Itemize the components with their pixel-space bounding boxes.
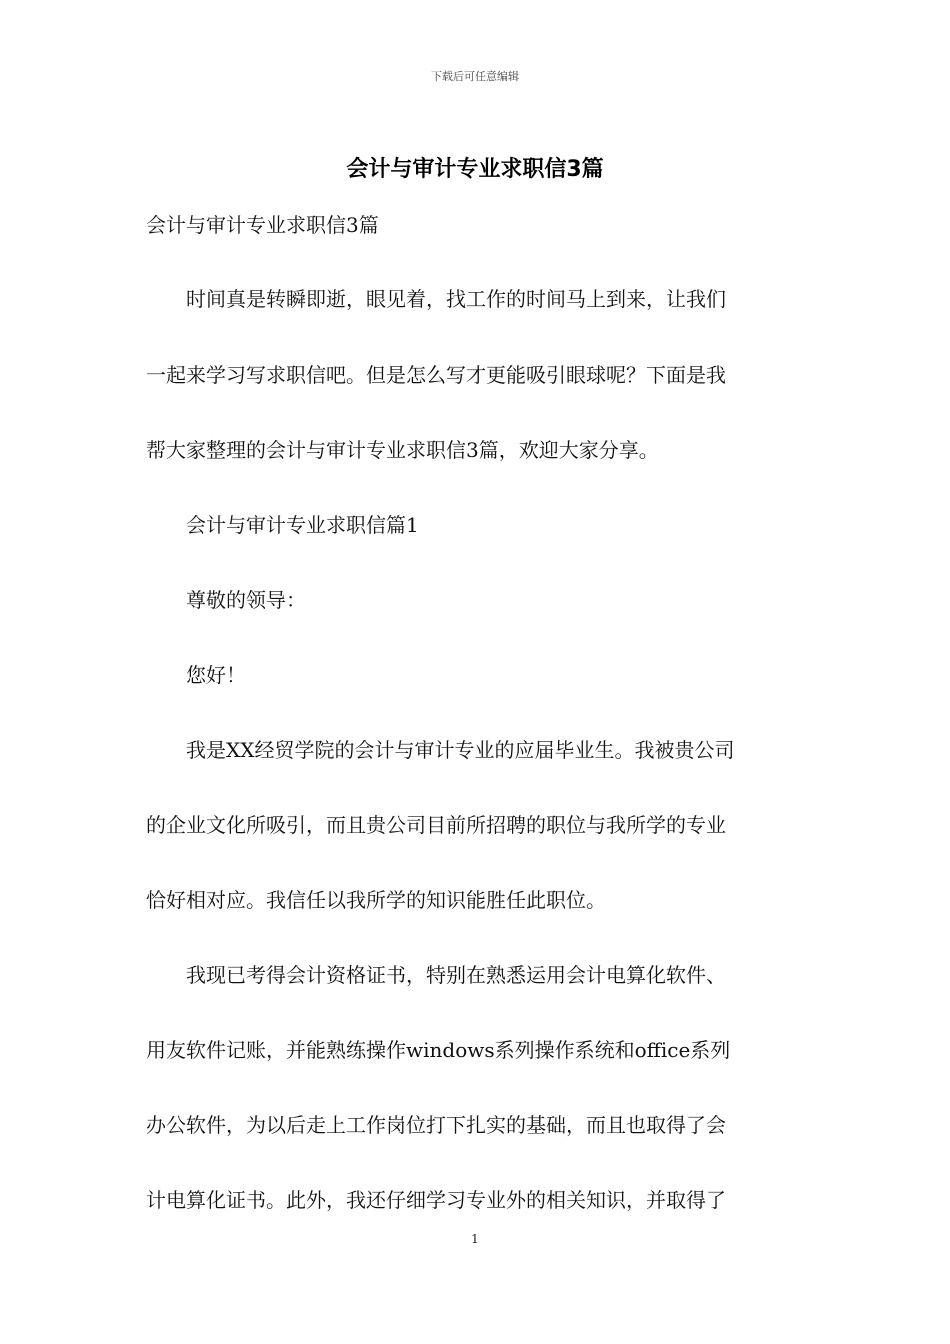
paragraph-line: 帮大家整理的会计与审计专业求职信3篇，欢迎大家分享。 — [146, 438, 659, 462]
section-heading: 会计与审计专业求职信篇1 — [146, 513, 419, 537]
paragraph-line: 我现已考得会计资格证书，特别在熟悉运用会计电算化软件、 — [146, 963, 726, 987]
paragraph-line: 的企业文化所吸引，而且贵公司目前所招聘的职位与我所学的专业 — [146, 813, 726, 837]
paragraph-line: 恰好相对应。我信任以我所学的知识能胜任此职位。 — [146, 888, 606, 912]
paragraph-line: 办公软件，为以后走上工作岗位打下扎实的基础，而且也取得了会 — [146, 1113, 726, 1137]
paragraph-line: 时间真是转瞬即逝，眼见着，找工作的时间马上到来，让我们 — [146, 287, 726, 311]
paragraph-line: 用友软件记账，并能熟练操作windows系列操作系统和office系列 — [146, 1038, 731, 1062]
page-number: 1 — [471, 1232, 479, 1246]
page-header-note: 下载后可任意编辑 — [431, 70, 519, 83]
salutation-line: 尊敬的领导： — [146, 588, 306, 612]
document-title: 会计与审计专业求职信3篇 — [346, 157, 604, 182]
greeting-line: 您好！ — [146, 663, 246, 687]
subtitle-line: 会计与审计专业求职信3篇 — [146, 213, 379, 237]
paragraph-line: 一起来学习写求职信吧。但是怎么写才更能吸引眼球呢？下面是我 — [146, 363, 726, 387]
paragraph-line: 我是XX经贸学院的会计与审计专业的应届毕业生。我被贵公司 — [146, 738, 735, 762]
paragraph-line: 计电算化证书。此外，我还仔细学习专业外的相关知识，并取得了 — [146, 1188, 726, 1212]
